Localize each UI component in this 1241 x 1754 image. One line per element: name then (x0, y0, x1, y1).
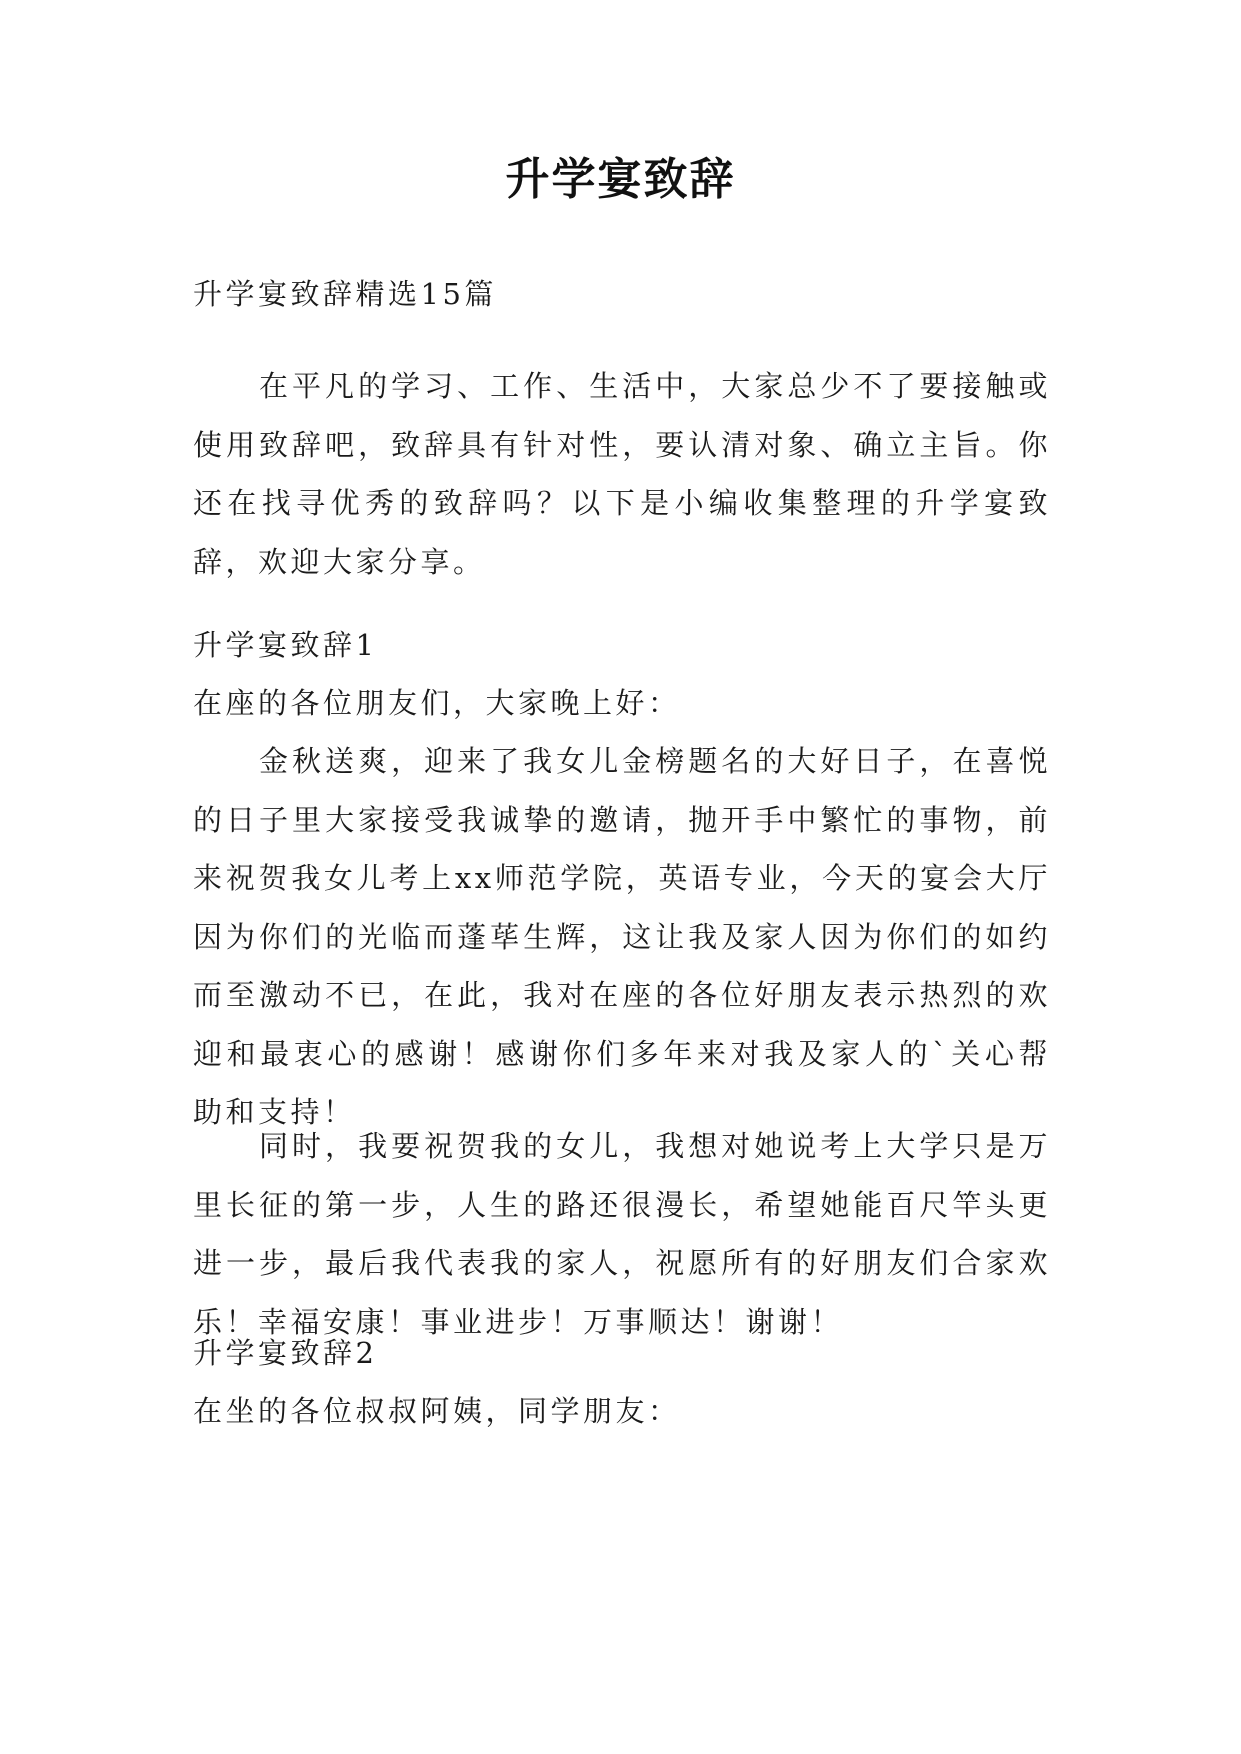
document-title: 升学宴致辞 (505, 154, 736, 205)
section-1-paragraph-1: 金秋送爽，迎来了我女儿金榜题名的大好日子，在喜悦的日子里大家接受我诚挚的邀请，抛开手中繁忙的事物，前来祝贺我女儿考上xx师范学院，英语专业，今天的宴会大厅因为你们的光临而蓬荜生辉，这让我及家人因为你们的如约而至激动不已，在此，我对在座的各位好朋友表示热烈的欢迎和最衷心的感谢！感谢你们多年来对我及家人的`关心帮助和支持！ (193, 744, 1051, 1129)
section-1-paragraph-2: 同时，我要祝贺我的女儿，我想对她说考上大学只是万里长征的第一步，人生的路还很漫长，希望她能百尺竿头更进一步，最后我代表我的家人，祝愿所有的好朋友们合家欢乐！幸福安康！事业进步！万事顺达！谢谢！ (193, 1129, 1051, 1339)
intro-paragraph: 在平凡的学习、工作、生活中，大家总少不了要接触或使用致辞吧，致辞具有针对性，要认清对象、确立主旨。你还在找寻优秀的致辞吗？以下是小编收集整理的升学宴致辞，欢迎大家分享。 (193, 369, 1051, 579)
section-1-greeting: 在座的各位朋友们，大家晚上好： (193, 686, 681, 720)
section-1-heading: 升学宴致辞1 (193, 628, 378, 662)
section-2-greeting: 在坐的各位叔叔阿姨，同学朋友： (193, 1394, 681, 1428)
document-subtitle: 升学宴致辞精选15篇 (193, 277, 497, 311)
section-2-heading: 升学宴致辞2 (193, 1336, 378, 1370)
